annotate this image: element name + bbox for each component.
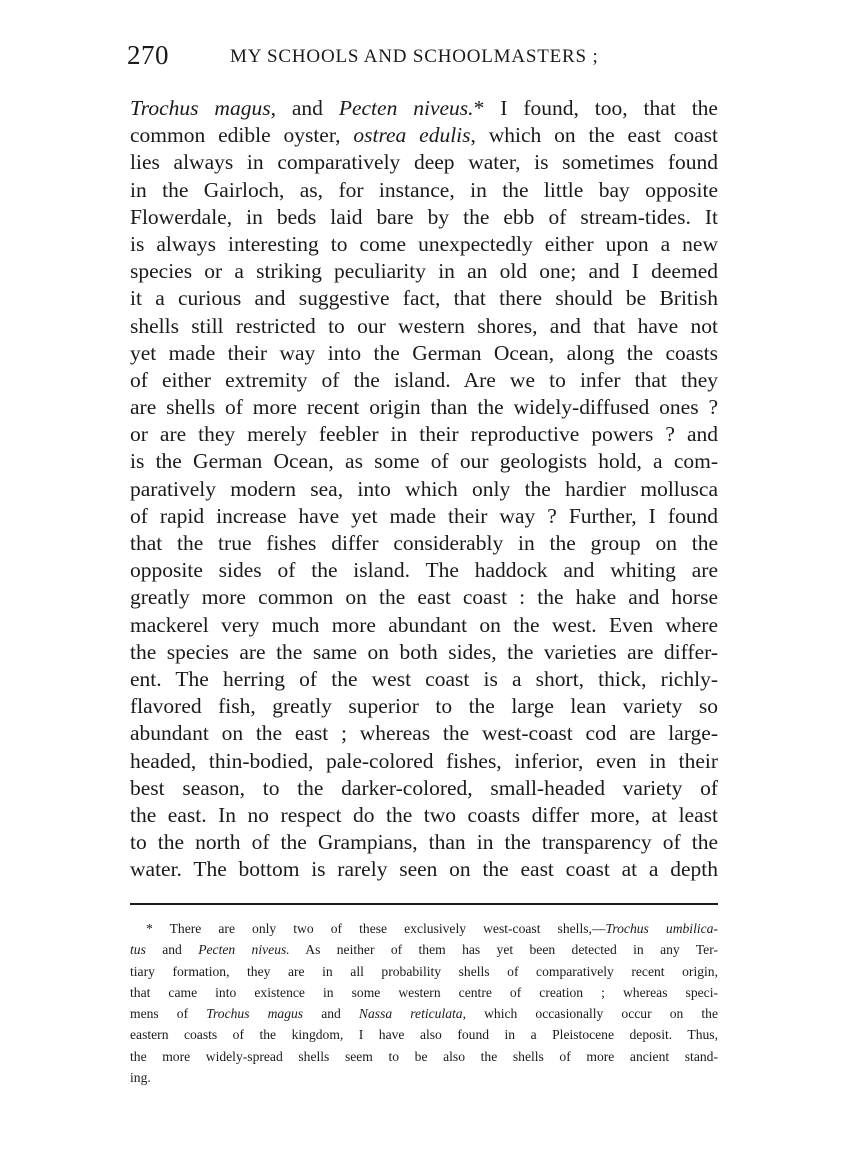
text-run: mackerel very much more abundant on the west. Even where <box>130 612 718 637</box>
italic-text: ostrea edulis <box>353 123 471 148</box>
footnote-line <box>130 1003 718 1024</box>
body-line <box>130 95 718 122</box>
body-line <box>130 285 718 312</box>
text-run: the more widely-spread shells seem to be also the shells of more ancient stand- <box>130 1048 718 1064</box>
body-line <box>130 122 718 149</box>
body-line <box>130 530 718 557</box>
text-run: it a curious and suggestive fact, that there should be British <box>130 286 718 311</box>
body-line <box>130 149 718 176</box>
text-run: tiary formation, they are in all probability shells of comparatively recent origin, <box>130 963 718 979</box>
body-line <box>130 258 718 285</box>
body-line <box>130 340 718 367</box>
text-run: of either extremity of the island. Are we to infer that they <box>130 367 718 392</box>
running-title: MY SCHOOLS AND SCHOOLMASTERS ; <box>230 46 599 67</box>
italic-text: Trochus magus <box>206 1006 304 1022</box>
text-run: flavored fish, greatly superior to the large lean variety so <box>130 694 718 719</box>
body-line <box>130 666 718 693</box>
body-line <box>130 557 718 584</box>
body-line <box>130 720 718 747</box>
text-run: yet made their way into the German Ocean, along the coasts <box>130 340 718 365</box>
text-run: that came into existence in some western centre of creation ; whereas speci- <box>130 984 718 1000</box>
text-run: eastern coasts of the kingdom, I have also found in a Pleistocene deposit. Thus, <box>130 1027 718 1043</box>
text-run: greatly more common on the east coast : the hake and horse <box>130 585 718 610</box>
body-line <box>130 584 718 611</box>
footnote-line <box>130 1067 718 1088</box>
text-run: , and <box>270 96 339 120</box>
text-run: to the north of the Grampians, than in the transparency of the <box>130 830 718 855</box>
italic-text: Pecten niveus. <box>338 96 474 120</box>
text-run: the species are the same on both sides, the varieties are differ- <box>130 639 718 664</box>
italic-text: tus <box>130 942 146 958</box>
text-run: opposite sides of the island. The haddock and whiting are <box>130 558 718 583</box>
text-run: shells still restricted to our western shores, and that have not <box>130 313 718 338</box>
text-run: mens of <box>130 1006 207 1022</box>
footnote-line <box>130 1046 718 1067</box>
text-run: ing. <box>130 1070 151 1086</box>
footnote-line <box>130 1024 718 1045</box>
text-run: is always interesting to come unexpectedly either upon a new <box>130 231 718 256</box>
text-run: , which on the east coast <box>470 123 718 148</box>
body-line <box>130 693 718 720</box>
italic-text: Nassa reticulata <box>358 1006 463 1022</box>
text-run: are shells of more recent origin than the widely-diffused ones ? <box>130 395 718 420</box>
text-run: common edible oyster, <box>130 123 354 148</box>
body-line <box>130 394 718 421</box>
text-run: As neither of them has yet been detected in any Ter- <box>289 942 718 958</box>
body-line <box>130 802 718 829</box>
footnote-rule <box>130 903 718 905</box>
text-run: species or a striking peculiarity in an old one; and I deemed <box>130 259 718 284</box>
text-run: best season, to the darker-colored, small-headed variety of <box>130 775 718 800</box>
footnote <box>130 918 718 1088</box>
body-line <box>130 231 718 258</box>
body-line <box>130 639 718 666</box>
italic-text: Trochus umbilica- <box>605 921 718 936</box>
body-line <box>130 448 718 475</box>
body-line <box>130 775 718 802</box>
footnote-line <box>130 939 718 960</box>
page-header <box>127 40 727 80</box>
text-run: that the true fishes differ considerably in the group on the <box>130 531 718 555</box>
text-run: ent. The herring of the west coast is a short, thick, richly- <box>130 666 718 691</box>
italic-text: Pecten niveus. <box>198 942 290 958</box>
body-line <box>130 856 718 883</box>
body-text <box>130 95 718 883</box>
body-line <box>130 313 718 340</box>
text-run: in the Gairloch, as, for instance, in the little bay opposite <box>130 177 718 202</box>
footnote-line <box>130 982 718 1003</box>
text-run: water. The bottom is rarely seen on the east coast at a depth <box>130 857 718 882</box>
text-run: of rapid increase have yet made their way ? Further, I found <box>130 503 718 528</box>
text-run: the east. In no respect do the two coasts differ more, at least <box>130 802 718 827</box>
footnote-line <box>130 961 718 982</box>
body-line <box>130 829 718 856</box>
text-run: abundant on the east ; whereas the west-coast cod are large- <box>130 721 718 746</box>
text-run: and <box>303 1006 359 1022</box>
body-line <box>130 421 718 448</box>
text-run: is the German Ocean, as some of our geologists hold, a com- <box>130 449 718 474</box>
text-run: lies always in comparatively deep water, is sometimes found <box>130 150 718 175</box>
body-line <box>130 748 718 775</box>
italic-text: Trochus magus <box>130 96 271 120</box>
text-run: Flowerdale, in beds laid bare by the ebb of stream-tides. It <box>130 204 718 229</box>
body-line <box>130 503 718 530</box>
footnote-line <box>130 918 718 939</box>
text-run: paratively modern sea, into which only the hardier mollusca <box>130 476 718 501</box>
page-number: 270 <box>127 40 169 70</box>
body-line <box>130 177 718 204</box>
text-run: * I found, too, that the <box>473 96 718 120</box>
text-run: or are they merely feebler in their reproductive powers ? and <box>130 422 718 447</box>
text-run: headed, thin-bodied, pale-colored fishes, inferior, even in their <box>130 748 718 773</box>
body-line <box>130 204 718 231</box>
body-line <box>130 476 718 503</box>
body-line <box>130 367 718 394</box>
text-run: and <box>145 942 199 958</box>
text-run: * There are only two of these exclusively west-coast shells,— <box>146 921 606 936</box>
body-line <box>130 612 718 639</box>
text-run: , which occasionally occur on the <box>462 1006 718 1022</box>
